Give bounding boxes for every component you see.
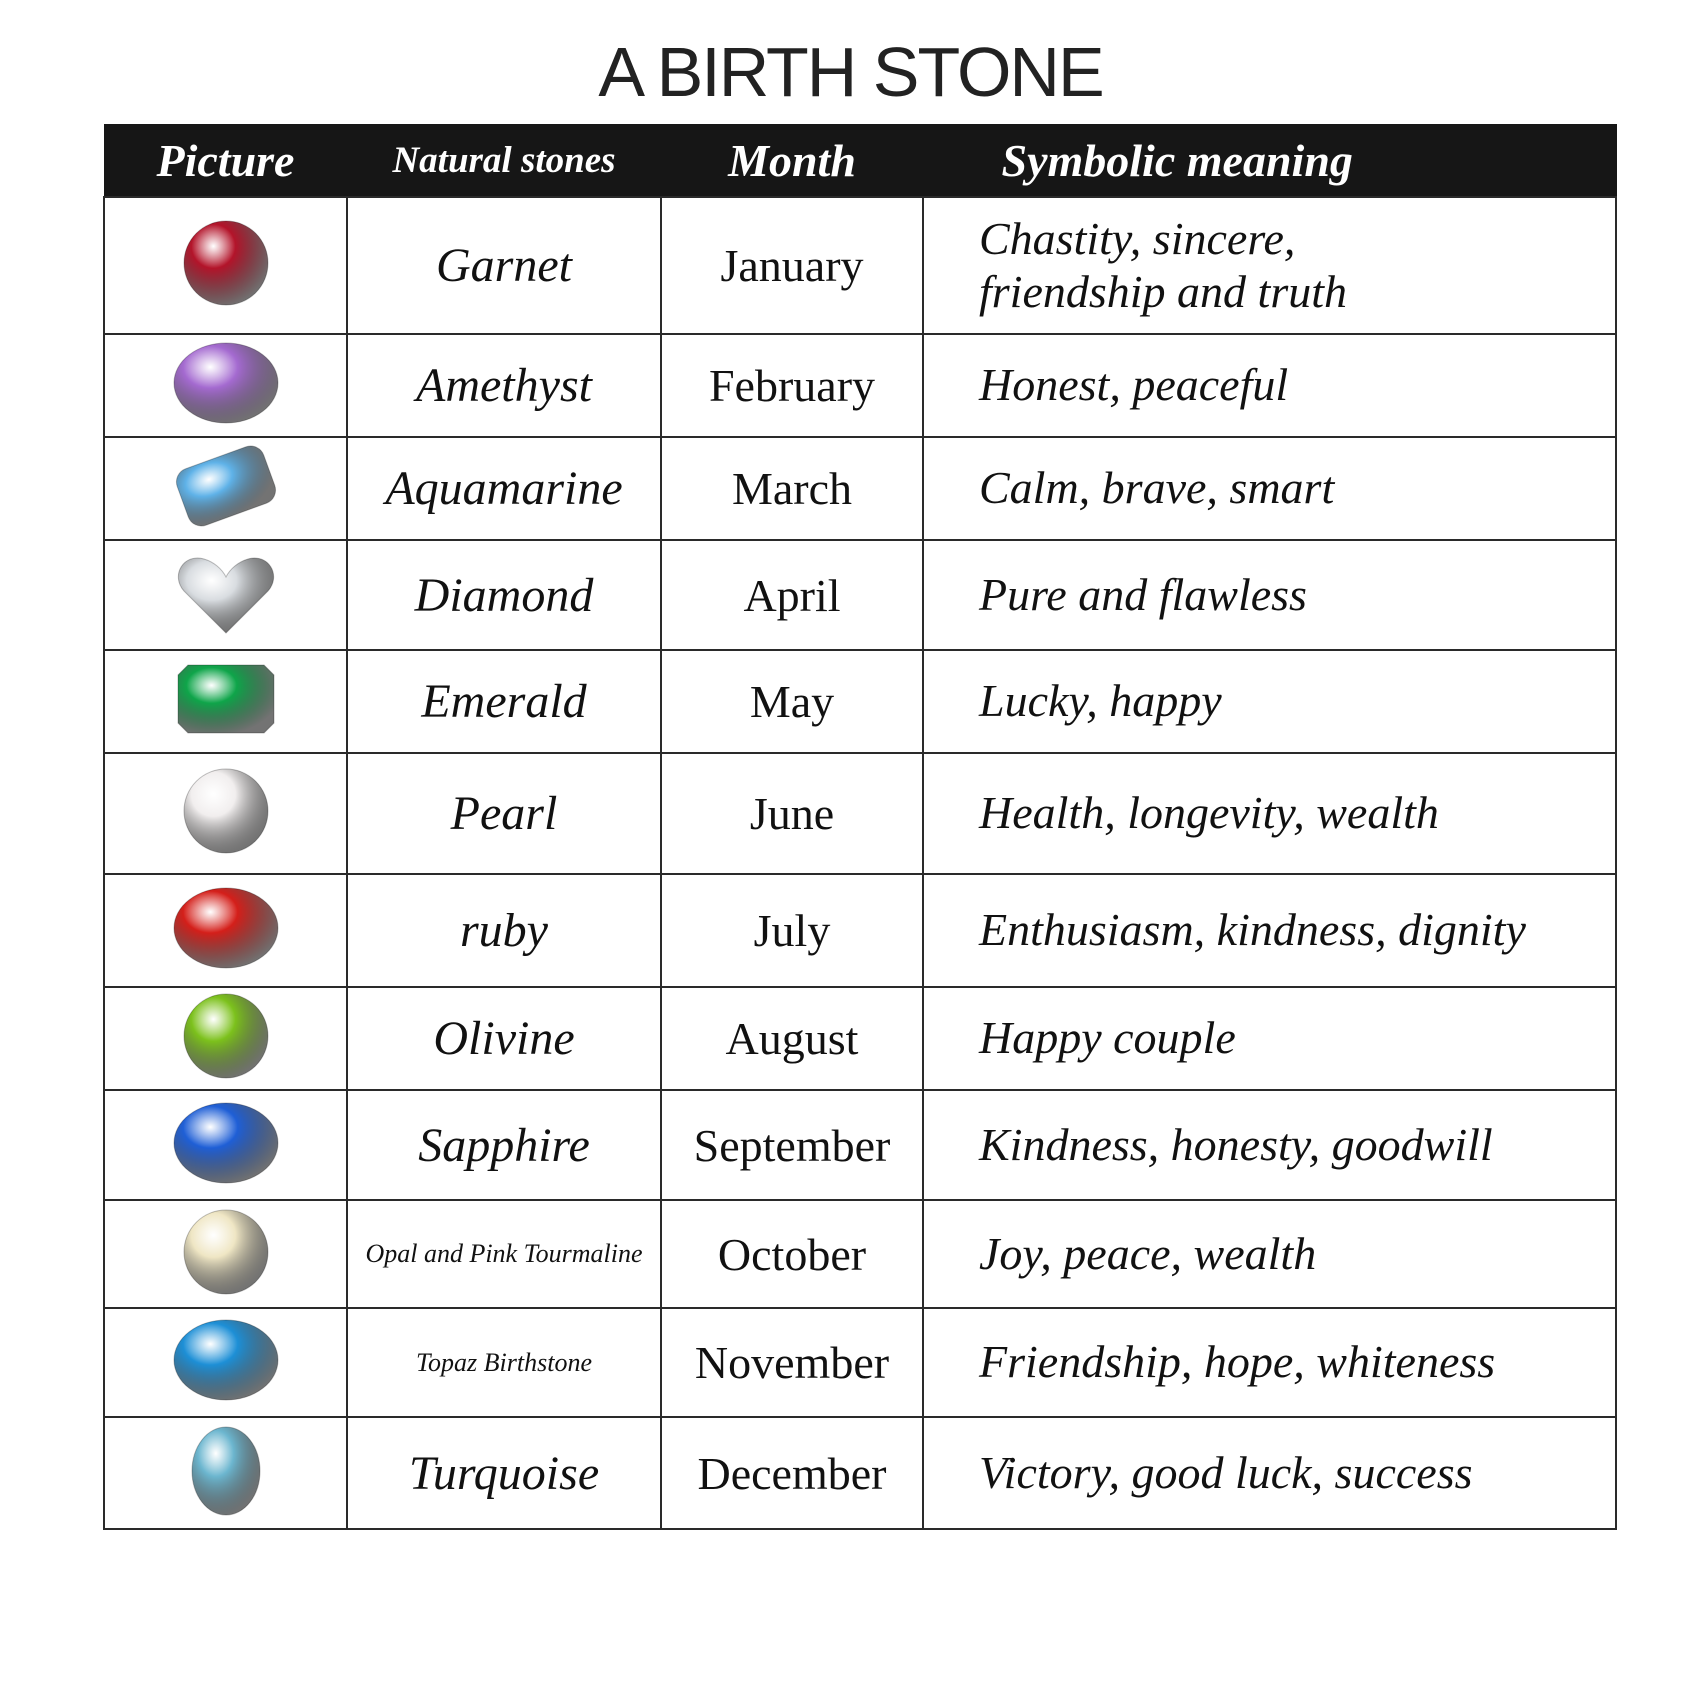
opal-gem-icon <box>166 1204 286 1300</box>
birthstone-table <box>103 124 1617 1530</box>
month-name: January <box>661 197 923 334</box>
meaning-text: Honest, peaceful <box>979 359 1289 411</box>
meaning-text: Chastity, sincere, <box>979 212 1296 264</box>
meaning-text: Lucky, happy <box>979 675 1222 727</box>
symbolic-meaning <box>923 874 1616 987</box>
garnet-gem-icon <box>166 215 286 311</box>
month-name: October <box>661 1200 923 1308</box>
table-row <box>104 197 1616 334</box>
table-row <box>104 1308 1616 1417</box>
stone-name: Turquoise <box>347 1417 661 1529</box>
meaning-text-line-2: friendship and truth <box>979 265 1348 317</box>
picture-cell <box>104 334 347 437</box>
symbolic-meaning <box>923 650 1616 753</box>
symbolic-meaning <box>923 1417 1616 1529</box>
stone-name: Amethyst <box>347 334 661 437</box>
meaning-text: Enthusiasm, kindness, dignity <box>979 904 1526 956</box>
picture-cell <box>104 650 347 753</box>
meaning-text: Victory, good luck, success <box>979 1446 1473 1498</box>
month-name: April <box>661 540 923 650</box>
pearl-gem-icon <box>166 763 286 859</box>
stone-name: Olivine <box>347 987 661 1090</box>
month-name: June <box>661 753 923 874</box>
month-name: February <box>661 334 923 437</box>
picture-cell <box>104 987 347 1090</box>
table-row <box>104 1417 1616 1529</box>
table-row <box>104 540 1616 650</box>
header-natural-stones: Natural stones <box>347 125 661 198</box>
symbolic-meaning <box>923 1090 1616 1200</box>
diamond-gem-icon <box>166 545 286 641</box>
table-row <box>104 753 1616 874</box>
month-name: November <box>661 1308 923 1417</box>
page-title: A BIRTH STONE <box>598 33 1103 111</box>
meaning-text: Happy couple <box>979 1012 1236 1064</box>
table-row <box>104 987 1616 1090</box>
picture-cell <box>104 197 347 334</box>
symbolic-meaning <box>923 753 1616 874</box>
header-symbolic-meaning: Symbolic meaning <box>923 125 1616 198</box>
table-row <box>104 1090 1616 1200</box>
turquoise-gem-icon <box>166 1423 286 1519</box>
picture-cell <box>104 1200 347 1308</box>
symbolic-meaning <box>923 540 1616 650</box>
month-name: July <box>661 874 923 987</box>
ruby-gem-icon <box>166 880 286 976</box>
stone-name: Diamond <box>347 540 661 650</box>
header-month: Month <box>661 125 923 198</box>
picture-cell <box>104 1417 347 1529</box>
picture-cell <box>104 1090 347 1200</box>
olivine-gem-icon <box>166 988 286 1084</box>
picture-cell <box>104 437 347 540</box>
meaning-text: Joy, peace, wealth <box>979 1227 1317 1279</box>
stone-name: Garnet <box>347 197 661 334</box>
topaz-gem-icon <box>166 1312 286 1408</box>
stone-name: Sapphire <box>347 1090 661 1200</box>
meaning-text: Health, longevity, wealth <box>979 787 1439 839</box>
emerald-gem-icon <box>166 651 286 747</box>
picture-cell <box>104 1308 347 1417</box>
symbolic-meaning <box>923 437 1616 540</box>
meaning-text: Pure and flawless <box>979 568 1307 620</box>
meaning-text: Calm, brave, smart <box>979 462 1335 514</box>
picture-cell <box>104 874 347 987</box>
table-row <box>104 1200 1616 1308</box>
picture-cell <box>104 753 347 874</box>
month-name: September <box>661 1090 923 1200</box>
meaning-text: Kindness, honesty, goodwill <box>979 1118 1493 1170</box>
stone-name: ruby <box>347 874 661 987</box>
symbolic-meaning <box>923 987 1616 1090</box>
header-row <box>104 125 1616 198</box>
sapphire-gem-icon <box>166 1095 286 1191</box>
table-row <box>104 437 1616 540</box>
month-name: March <box>661 437 923 540</box>
table-row <box>104 650 1616 753</box>
table-row <box>104 874 1616 987</box>
symbolic-meaning <box>923 1200 1616 1308</box>
meaning-text: Friendship, hope, whiteness <box>979 1336 1496 1388</box>
stone-name: Emerald <box>347 650 661 753</box>
stone-name: Pearl <box>347 753 661 874</box>
symbolic-meaning <box>923 197 1616 334</box>
picture-cell <box>104 540 347 650</box>
stone-name: Aquamarine <box>347 437 661 540</box>
month-name: August <box>661 987 923 1090</box>
stone-name: Opal and Pink Tourmaline <box>347 1200 661 1308</box>
stone-name: Topaz Birthstone <box>347 1308 661 1417</box>
amethyst-gem-icon <box>166 335 286 431</box>
month-name: December <box>661 1417 923 1529</box>
header-picture: Picture <box>104 125 347 198</box>
symbolic-meaning <box>923 1308 1616 1417</box>
month-name: May <box>661 650 923 753</box>
table-row <box>104 334 1616 437</box>
aquamarine-gem-icon <box>166 438 286 534</box>
symbolic-meaning <box>923 334 1616 437</box>
